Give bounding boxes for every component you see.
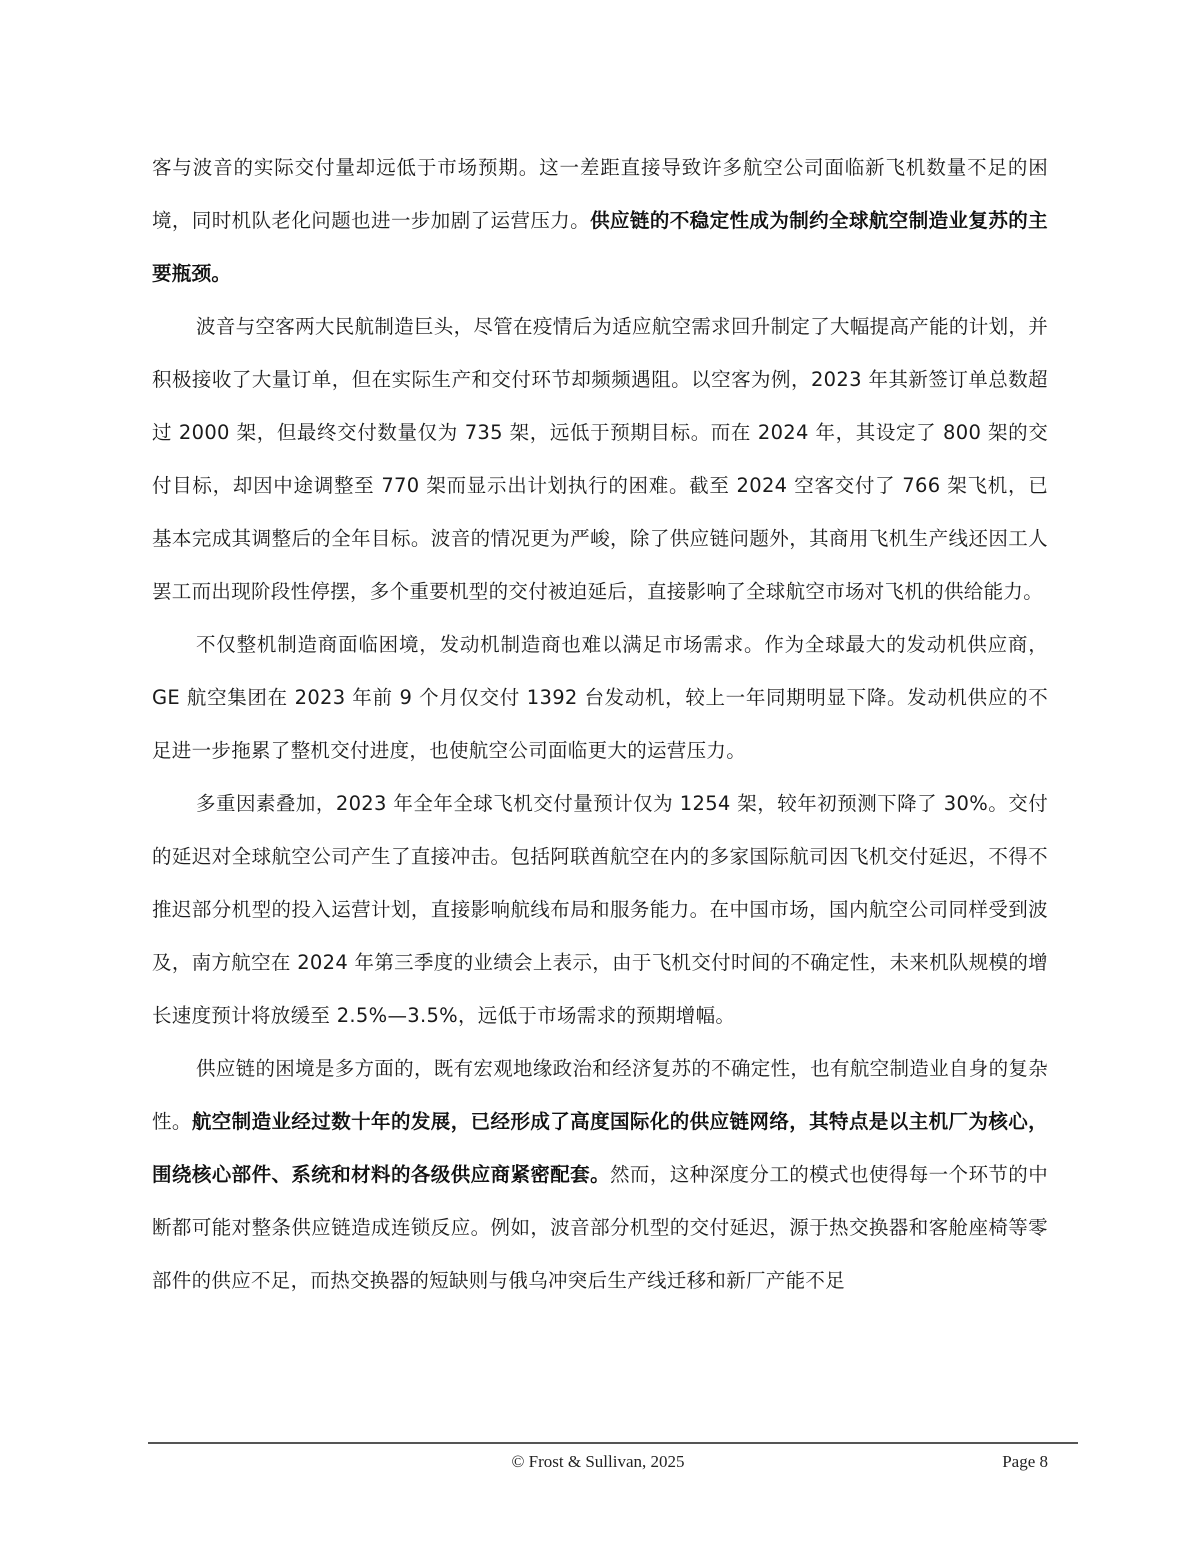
- paragraph-1-bold-text: 供应链的不稳定性成为制约全球航空制造业复苏的主要瓶颈。: [152, 209, 1048, 285]
- paragraph-1-text: 客与波音的实际交付量却远低于市场预期。这一差距直接导致许多航空公司面临新飞机数量不足的困境，同时机队老化问题也进一步加剧了运营压力。: [152, 156, 1048, 232]
- paragraph-2: [152, 300, 1048, 618]
- paragraph-2-text: 波音与空客两大民航制造巨头，尽管在疫情后为适应航空需求回升制定了大幅提高产能的计划，并积极接收了大量订单，但在实际生产和交付环节却频频遇阻。以空客为例，2023 年其新签订单总数超过 2000 架，但最终交付数量仅为 735 架，远低于预期目标。而在 2024 年，其设定了 800 架的交付目标，却因中途调整至 770 架而显示出计划执行的困难。截至 2024 空客交付了 766 架飞机，已基本完成其调整后的全年目标。波音的情况更为严峻，除了供应链问题外，其商用飞机生产线还因工人罢工而出现阶段性停摆，多个重要机型的交付被迫延后，直接影响了全球航空市场对飞机的供给能力。: [152, 315, 1048, 603]
- paragraph-1: [152, 141, 1048, 300]
- footer-copyright: © Frost & Sullivan, 2025: [511, 1452, 685, 1471]
- paragraph-5-text: 供应链的困境是多方面的，既有宏观地缘政治和经济复苏的不确定性，也有航空制造业自身的复杂性。: [152, 1057, 1048, 1133]
- footer-divider: [148, 1442, 1078, 1444]
- page-footer: [148, 1452, 1048, 1478]
- paragraph-3: [152, 618, 1048, 777]
- paragraph-4-text: 多重因素叠加，2023 年全年全球飞机交付量预计仅为 1254 架，较年初预测下降了 30%。交付的延迟对全球航空公司产生了直接冲击。包括阿联酋航空在内的多家国际航司因飞机交付延迟，不得不推迟部分机型的投入运营计划，直接影响航线布局和服务能力。在中国市场，国内航空公司同样受到波及，南方航空在 2024 年第三季度的业绩会上表示，由于飞机交付时间的不确定性，未来机队规模的增长速度预计将放缓至 2.5%—3.5%，远低于市场需求的预期增幅。: [152, 792, 1048, 1027]
- paragraph-4: [152, 777, 1048, 1042]
- paragraph-5: [152, 1042, 1048, 1307]
- page-number: Page 8: [1002, 1452, 1048, 1471]
- paragraph-5-bold-text: 航空制造业经过数十年的发展，已经形成了高度国际化的供应链网络，其特点是以主机厂为核心，围绕核心部件、系统和材料的各级供应商紧密配套。: [152, 1110, 1048, 1186]
- body-text: [152, 141, 1048, 1307]
- paragraph-3-text: 不仅整机制造商面临困境，发动机制造商也难以满足市场需求。作为全球最大的发动机供应商，GE 航空集团在 2023 年前 9 个月仅交付 1392 台发动机，较上一年同期明显下降。发动机供应的不足进一步拖累了整机交付进度，也使航空公司面临更大的运营压力。: [152, 633, 1048, 762]
- paragraph-5-text-end: 然而，这种深度分工的模式也使得每一个环节的中断都可能对整条供应链造成连锁反应。例如，波音部分机型的交付延迟，源于热交换器和客舱座椅等零部件的供应不足，而热交换器的短缺则与俄乌冲突后生产线迁移和新厂产能不足: [152, 1163, 1048, 1292]
